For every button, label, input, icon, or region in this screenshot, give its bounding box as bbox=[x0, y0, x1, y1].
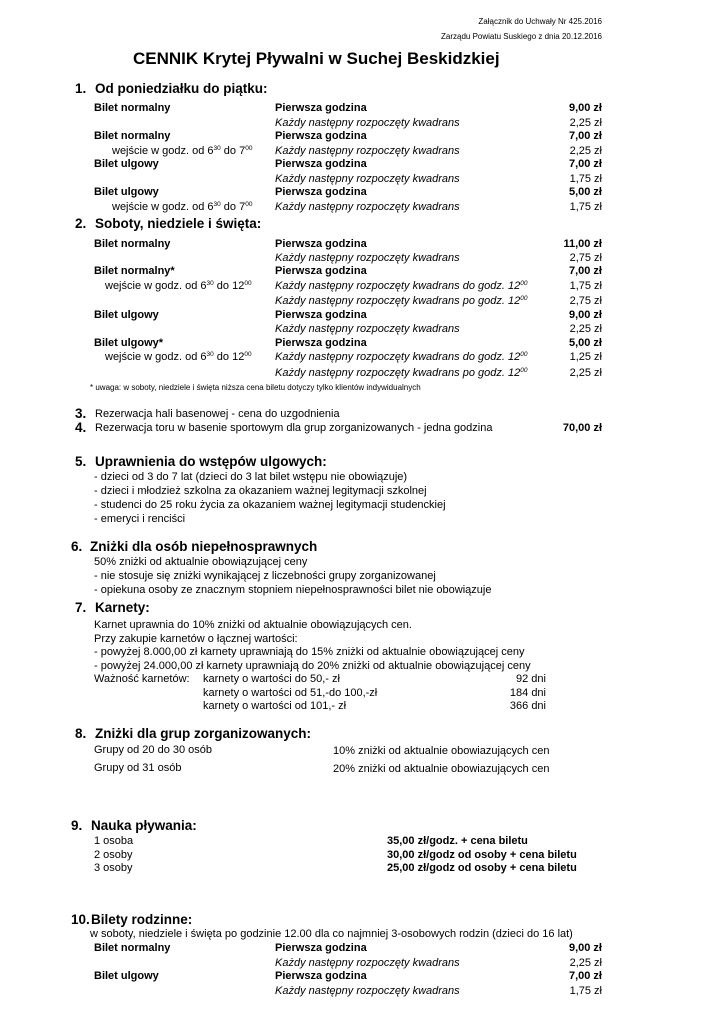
s2-row4-entry-hours: wejście w godz. od $6^{30}$ do $12^{00}$ bbox=[105, 351, 252, 363]
s2-row4-desc2: Każdy następny rozpoczęty kwadrans do godz. $12^{00}$ bbox=[275, 351, 528, 363]
s1-row1-price1: 9,00 zł bbox=[568, 102, 602, 114]
s1-row3-price2: 1,75 zł bbox=[569, 173, 602, 185]
s2-row3-label: Bilet ulgowy bbox=[94, 309, 159, 321]
s10-row2-desc2: Każdy następny rozpoczęty kwadrans bbox=[275, 985, 460, 997]
section-9-title: Nauka pływania: bbox=[91, 818, 197, 833]
section-6-title: Zniżki dla osób niepełnosprawnych bbox=[90, 539, 318, 554]
s2-row4-price1: 5,00 zł bbox=[568, 337, 602, 349]
section-6-number: 6. bbox=[71, 539, 83, 554]
s2-row4-label: Bilet ulgowy* bbox=[94, 337, 164, 349]
s1-row4-price2: 1,75 zł bbox=[569, 201, 602, 213]
section-3-number: 3. bbox=[75, 406, 87, 421]
s1-row1-label: Bilet normalny bbox=[94, 102, 171, 114]
s5-item: - studenci do 25 roku życia za okazaniem ważnej legitymacji studenckiej bbox=[94, 499, 446, 511]
s7-validity-item: karnety o wartości od 101,- zł bbox=[203, 700, 347, 712]
section-10-title: Bilety rodzinne: bbox=[91, 912, 193, 927]
section-5-title: Uprawnienia do wstępów ulgowych: bbox=[95, 454, 327, 469]
s7-validity-days: 366 dni bbox=[509, 700, 546, 712]
s2-footnote: * uwaga: w soboty, niedziele i święta niższa cena biletu dotyczy tylko klientów indywidualnych bbox=[90, 383, 421, 392]
s10-row1-desc2: Każdy następny rozpoczęty kwadrans bbox=[275, 957, 460, 969]
s10-row1-label: Bilet normalny bbox=[94, 942, 171, 954]
s2-row1-label: Bilet normalny bbox=[94, 238, 171, 250]
s10-row2-price2: 1,75 zł bbox=[569, 985, 602, 997]
s2-row2-desc2: Każdy następny rozpoczęty kwadrans do godz. $12^{00}$ bbox=[275, 280, 528, 292]
s1-row1-desc2: Każdy następny rozpoczęty kwadrans bbox=[275, 117, 460, 129]
s7-validity-item: karnety o wartości od 51,-do 100,-zł bbox=[203, 687, 378, 699]
header-board-line: Zarządu Powiatu Suskiego z dnia 20.12.2016 bbox=[441, 32, 602, 41]
s6-item: - nie stosuje się zniżki wynikającej z liczebności grupy zorganizowanej bbox=[94, 570, 436, 582]
s2-row3-price1: 9,00 zł bbox=[568, 309, 602, 321]
s2-row2-desc3: Każdy następny rozpoczęty kwadrans po godz. $12^{00}$ bbox=[275, 295, 528, 307]
header-resolution-line: Załącznik do Uchwały Nr 425.2016 bbox=[478, 17, 602, 26]
s2-row1-price2: 2,75 zł bbox=[569, 252, 602, 264]
s2-row2-price2: 1,75 zł bbox=[569, 280, 602, 292]
section-4-text: Rezerwacja toru w basenie sportowym dla grup zorganizowanych - jedna godzina bbox=[95, 422, 493, 434]
s7-validity-label: Ważność karnetów: bbox=[94, 673, 190, 685]
section-7-title: Karnety: bbox=[95, 600, 150, 615]
s1-row4-desc2: Każdy następny rozpoczęty kwadrans bbox=[275, 201, 460, 213]
s2-row3-price2: 2,25 zł bbox=[569, 323, 602, 335]
section-5-number: 5. bbox=[75, 454, 87, 469]
s8-group-discount: 20% zniżki od aktualnie obowiazujących cen bbox=[333, 763, 550, 775]
s10-row1-price1: 9,00 zł bbox=[568, 942, 602, 954]
section-1-number: 1. bbox=[75, 81, 87, 96]
section-3-text: Rezerwacja hali basenowej - cena do uzgodnienia bbox=[95, 408, 340, 420]
s7-validity-days: 92 dni bbox=[516, 673, 546, 685]
s2-row2-price3: 2,75 zł bbox=[569, 295, 602, 307]
s7-validity-item: karnety o wartości do 50,- zł bbox=[203, 673, 340, 685]
s1-row4-desc1: Pierwsza godzina bbox=[275, 186, 367, 198]
s2-row2-label: Bilet normalny* bbox=[94, 265, 175, 277]
s7-line: - powyżej 24.000,00 zł karnety uprawniają do 20% zniżki od aktualnie obowiązującej ceny bbox=[94, 660, 531, 672]
s5-item: - dzieci od 3 do 7 lat (dzieci do 3 lat bilet wstępu nie obowiązuje) bbox=[94, 471, 408, 483]
section-4-number: 4. bbox=[75, 420, 87, 435]
section-4-price: 70,00 zł bbox=[562, 422, 602, 434]
s7-line: Karnet uprawnia do 10% zniżki od aktualnie obowiązujących cen. bbox=[94, 619, 412, 631]
s9-row-label: 2 osoby bbox=[94, 849, 133, 861]
s10-row1-desc1: Pierwsza godzina bbox=[275, 942, 367, 954]
page-title: CENNIK Krytej Pływalni w Suchej Beskidzkiej bbox=[133, 49, 500, 68]
s10-row2-price1: 7,00 zł bbox=[568, 970, 602, 982]
s2-row4-desc1: Pierwsza godzina bbox=[275, 337, 367, 349]
s1-row4-entry-hours: wejście w godz. od $6^{30}$ do $7^{00}$ bbox=[112, 201, 253, 213]
s2-row4-price3: 2,25 zł bbox=[569, 367, 602, 379]
section-10-number: 10. bbox=[71, 912, 90, 927]
s1-row3-label: Bilet ulgowy bbox=[94, 158, 159, 170]
s2-row2-price1: 7,00 zł bbox=[568, 265, 602, 277]
s6-item: 50% zniżki od aktualnie obowiązującej ceny bbox=[94, 556, 308, 568]
s6-item: - opiekuna osoby ze znacznym stopniem niepełnosprawności bilet nie obowiązuje bbox=[94, 584, 492, 596]
s8-group-label: Grupy od 31 osób bbox=[94, 762, 182, 774]
section-7-number: 7. bbox=[75, 600, 87, 615]
s1-row3-price1: 7,00 zł bbox=[568, 158, 602, 170]
s10-row2-desc1: Pierwsza godzina bbox=[275, 970, 367, 982]
s9-row-label: 1 osoba bbox=[94, 835, 134, 847]
s8-group-discount: 10% zniżki od aktualnie obowiazujących cen bbox=[333, 745, 550, 757]
s8-group-label: Grupy od 20 do 30 osób bbox=[94, 744, 213, 756]
s2-row3-desc1: Pierwsza godzina bbox=[275, 309, 367, 321]
s1-row2-price2: 2,25 zł bbox=[569, 145, 602, 157]
s1-row3-desc1: Pierwsza godzina bbox=[275, 158, 367, 170]
section-1-title: Od poniedziałku do piątku: bbox=[95, 81, 268, 96]
section-2-title: Soboty, niedziele i święta: bbox=[95, 216, 262, 231]
s9-row-price: 30,00 zł/godz od osoby + cena biletu bbox=[387, 849, 577, 861]
s2-row3-desc2: Każdy następny rozpoczęty kwadrans bbox=[275, 323, 460, 335]
s10-row2-label: Bilet ulgowy bbox=[94, 970, 159, 982]
s7-line: - powyżej 8.000,00 zł karnety uprawniają do 15% zniżki od aktualnie obowiązującej ceny bbox=[94, 646, 525, 658]
s7-line: Przy zakupie karnetów o łącznej wartości: bbox=[94, 633, 298, 645]
s1-row3-desc2: Każdy następny rozpoczęty kwadrans bbox=[275, 173, 460, 185]
section-8-title: Zniżki dla grup zorganizowanych: bbox=[95, 726, 312, 741]
s1-row2-desc2: Każdy następny rozpoczęty kwadrans bbox=[275, 145, 460, 157]
s2-row4-price2: 1,25 zł bbox=[569, 351, 602, 363]
section-8-number: 8. bbox=[75, 726, 87, 741]
s2-row1-desc2: Każdy następny rozpoczęty kwadrans bbox=[275, 252, 460, 264]
s1-row1-desc1: Pierwsza godzina bbox=[275, 102, 367, 114]
s2-row2-entry-hours: wejście w godz. od $6^{30}$ do $12^{00}$ bbox=[105, 280, 252, 292]
s5-item: - emeryci i renciści bbox=[94, 513, 186, 525]
s1-row2-desc1: Pierwsza godzina bbox=[275, 130, 367, 142]
s1-row1-price2: 2,25 zł bbox=[569, 117, 602, 129]
section-2-number: 2. bbox=[75, 216, 87, 231]
s1-row2-entry-hours: wejście w godz. od $6^{30}$ do $7^{00}$ bbox=[112, 145, 253, 157]
s7-validity-days: 184 dni bbox=[509, 687, 546, 699]
s10-intro: w soboty, niedziele i święta po godzinie 12.00 dla co najmniej 3-osobowych rodzin (dzieci do 16 lat) bbox=[90, 928, 573, 940]
section-9-number: 9. bbox=[71, 818, 83, 833]
s2-row1-price1: 11,00 zł bbox=[563, 238, 602, 250]
s10-row1-price2: 2,25 zł bbox=[569, 957, 602, 969]
s5-item: - dzieci i młodzież szkolna za okazaniem ważnej legitymacji szkolnej bbox=[94, 485, 427, 497]
s2-row4-desc3: Każdy następny rozpoczęty kwadrans po godz. $12^{00}$ bbox=[275, 367, 528, 379]
s1-row2-label: Bilet normalny bbox=[94, 130, 171, 142]
s2-row2-desc1: Pierwsza godzina bbox=[275, 265, 367, 277]
s9-row-price: 25,00 zł/godz od osoby + cena biletu bbox=[387, 862, 577, 874]
s9-row-label: 3 osoby bbox=[94, 862, 133, 874]
s1-row2-price1: 7,00 zł bbox=[568, 130, 602, 142]
s1-row4-label: Bilet ulgowy bbox=[94, 186, 159, 198]
s9-row-price: 35,00 zł/godz. + cena biletu bbox=[387, 835, 528, 847]
s1-row4-price1: 5,00 zł bbox=[568, 186, 602, 198]
s2-row1-desc1: Pierwsza godzina bbox=[275, 238, 367, 250]
